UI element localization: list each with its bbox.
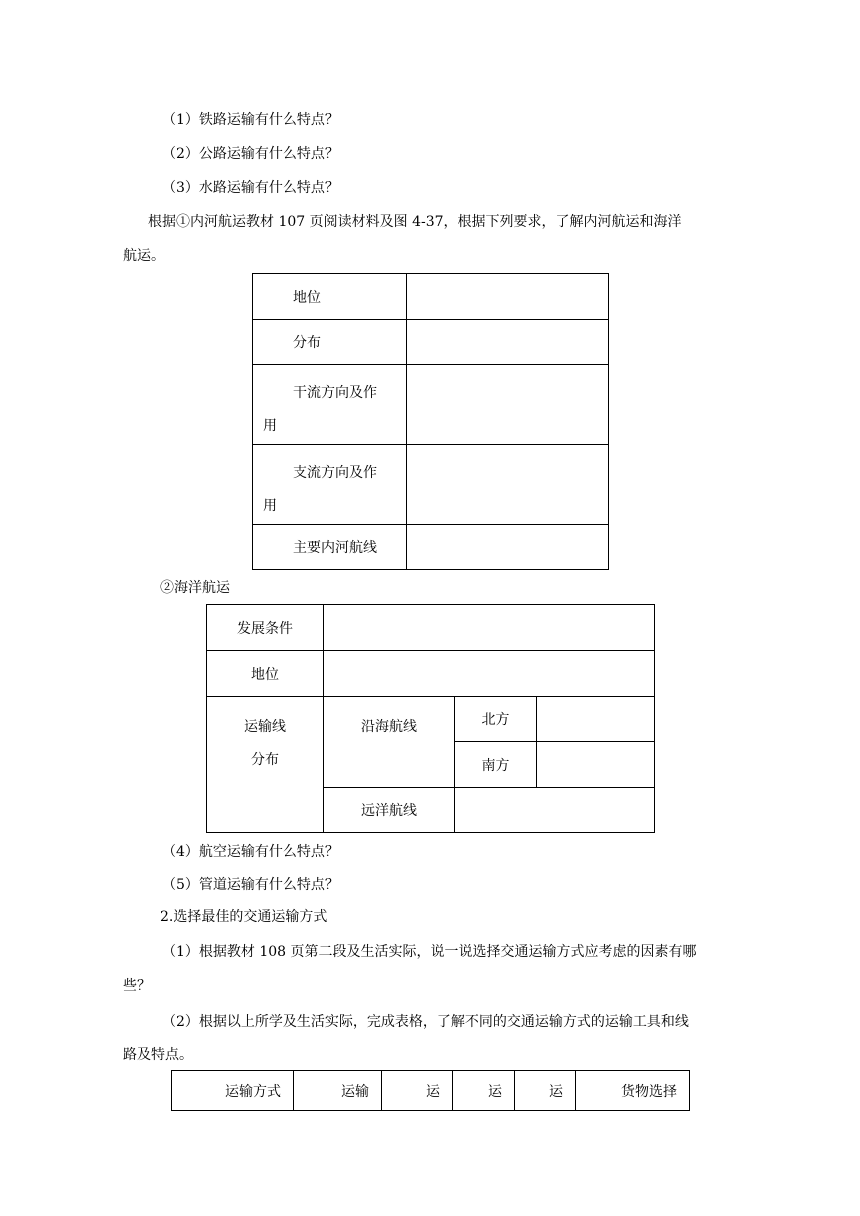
answer-cell-north[interactable] bbox=[537, 697, 655, 742]
row-label-distribution: 分布 bbox=[253, 320, 407, 365]
row-label-south: 南方 bbox=[455, 742, 537, 788]
header-cargo-choice: 货物选择 bbox=[576, 1071, 690, 1111]
question-table-line1: （2）根据以上所学及生活实际，完成表格，了解不同的交通运输方式的运输工具和线 bbox=[162, 1014, 689, 1030]
row-label-coastal: 沿海航线 bbox=[324, 697, 455, 788]
question-pipeline: （5）管道运输有什么特点？ bbox=[162, 877, 339, 893]
question-railway: （1）铁路运输有什么特点？ bbox=[162, 112, 339, 128]
ocean-shipping-heading: ②海洋航运 bbox=[160, 580, 230, 596]
row-label-status: 地位 bbox=[253, 274, 407, 320]
section-2-title: 2.选择最佳的交通运输方式 bbox=[160, 909, 328, 925]
header-col5: 运 bbox=[515, 1071, 576, 1111]
row-label-ocean-status: 地位 bbox=[207, 651, 324, 697]
answer-cell-ocean-status[interactable] bbox=[324, 651, 655, 697]
row-label-route-distribution bbox=[207, 697, 324, 833]
answer-cell-south[interactable] bbox=[537, 742, 655, 788]
header-col4: 运 bbox=[453, 1071, 515, 1111]
route-label-line1: 运输线 bbox=[244, 719, 286, 735]
row-label-tributary-line1: 支流方向及作 bbox=[293, 465, 377, 481]
question-water: （3）水路运输有什么特点？ bbox=[162, 180, 339, 196]
answer-cell-mainstream[interactable] bbox=[407, 365, 609, 445]
header-transport: 运输 bbox=[294, 1071, 382, 1111]
row-label-mainstream-line2: 用 bbox=[263, 418, 277, 434]
route-label-line2: 分布 bbox=[251, 752, 279, 768]
answer-cell-development[interactable] bbox=[324, 605, 655, 651]
question-table-line2: 路及特点。 bbox=[123, 1047, 193, 1063]
header-col3: 运 bbox=[382, 1071, 453, 1111]
answer-cell-main-routes[interactable] bbox=[407, 525, 609, 570]
row-label-mainstream bbox=[253, 365, 407, 445]
answer-cell-status[interactable] bbox=[407, 274, 609, 320]
ocean-shipping-table bbox=[206, 604, 655, 833]
row-label-main-routes: 主要内河航线 bbox=[253, 525, 407, 570]
question-factors-line1: （1）根据教材 108 页第二段及生活实际，说一说选择交通运输方式应考虑的因素有哪 bbox=[162, 944, 697, 960]
row-label-mainstream-line1: 干流方向及作 bbox=[293, 385, 377, 401]
question-air: （4）航空运输有什么特点？ bbox=[162, 844, 339, 860]
row-label-north: 北方 bbox=[455, 697, 537, 742]
row-label-tributary-line2: 用 bbox=[263, 498, 277, 514]
answer-cell-distribution[interactable] bbox=[407, 320, 609, 365]
transport-comparison-table bbox=[171, 1070, 690, 1111]
inland-waterway-table bbox=[252, 273, 609, 570]
intro-paragraph-line2: 航运。 bbox=[123, 248, 165, 264]
question-factors-line2: 些？ bbox=[123, 978, 151, 994]
row-label-development: 发展条件 bbox=[207, 605, 324, 651]
intro-paragraph-line1: 根据①内河航运教材 107 页阅读材料及图 4-37，根据下列要求，了解内河航运和海洋 bbox=[148, 214, 682, 230]
question-road: （2）公路运输有什么特点？ bbox=[162, 146, 339, 162]
header-transport-mode: 运输方式 bbox=[172, 1071, 294, 1111]
answer-cell-ocean-route[interactable] bbox=[455, 788, 655, 833]
row-label-ocean-route: 远洋航线 bbox=[324, 788, 455, 833]
answer-cell-tributary[interactable] bbox=[407, 445, 609, 525]
row-label-tributary bbox=[253, 445, 407, 525]
